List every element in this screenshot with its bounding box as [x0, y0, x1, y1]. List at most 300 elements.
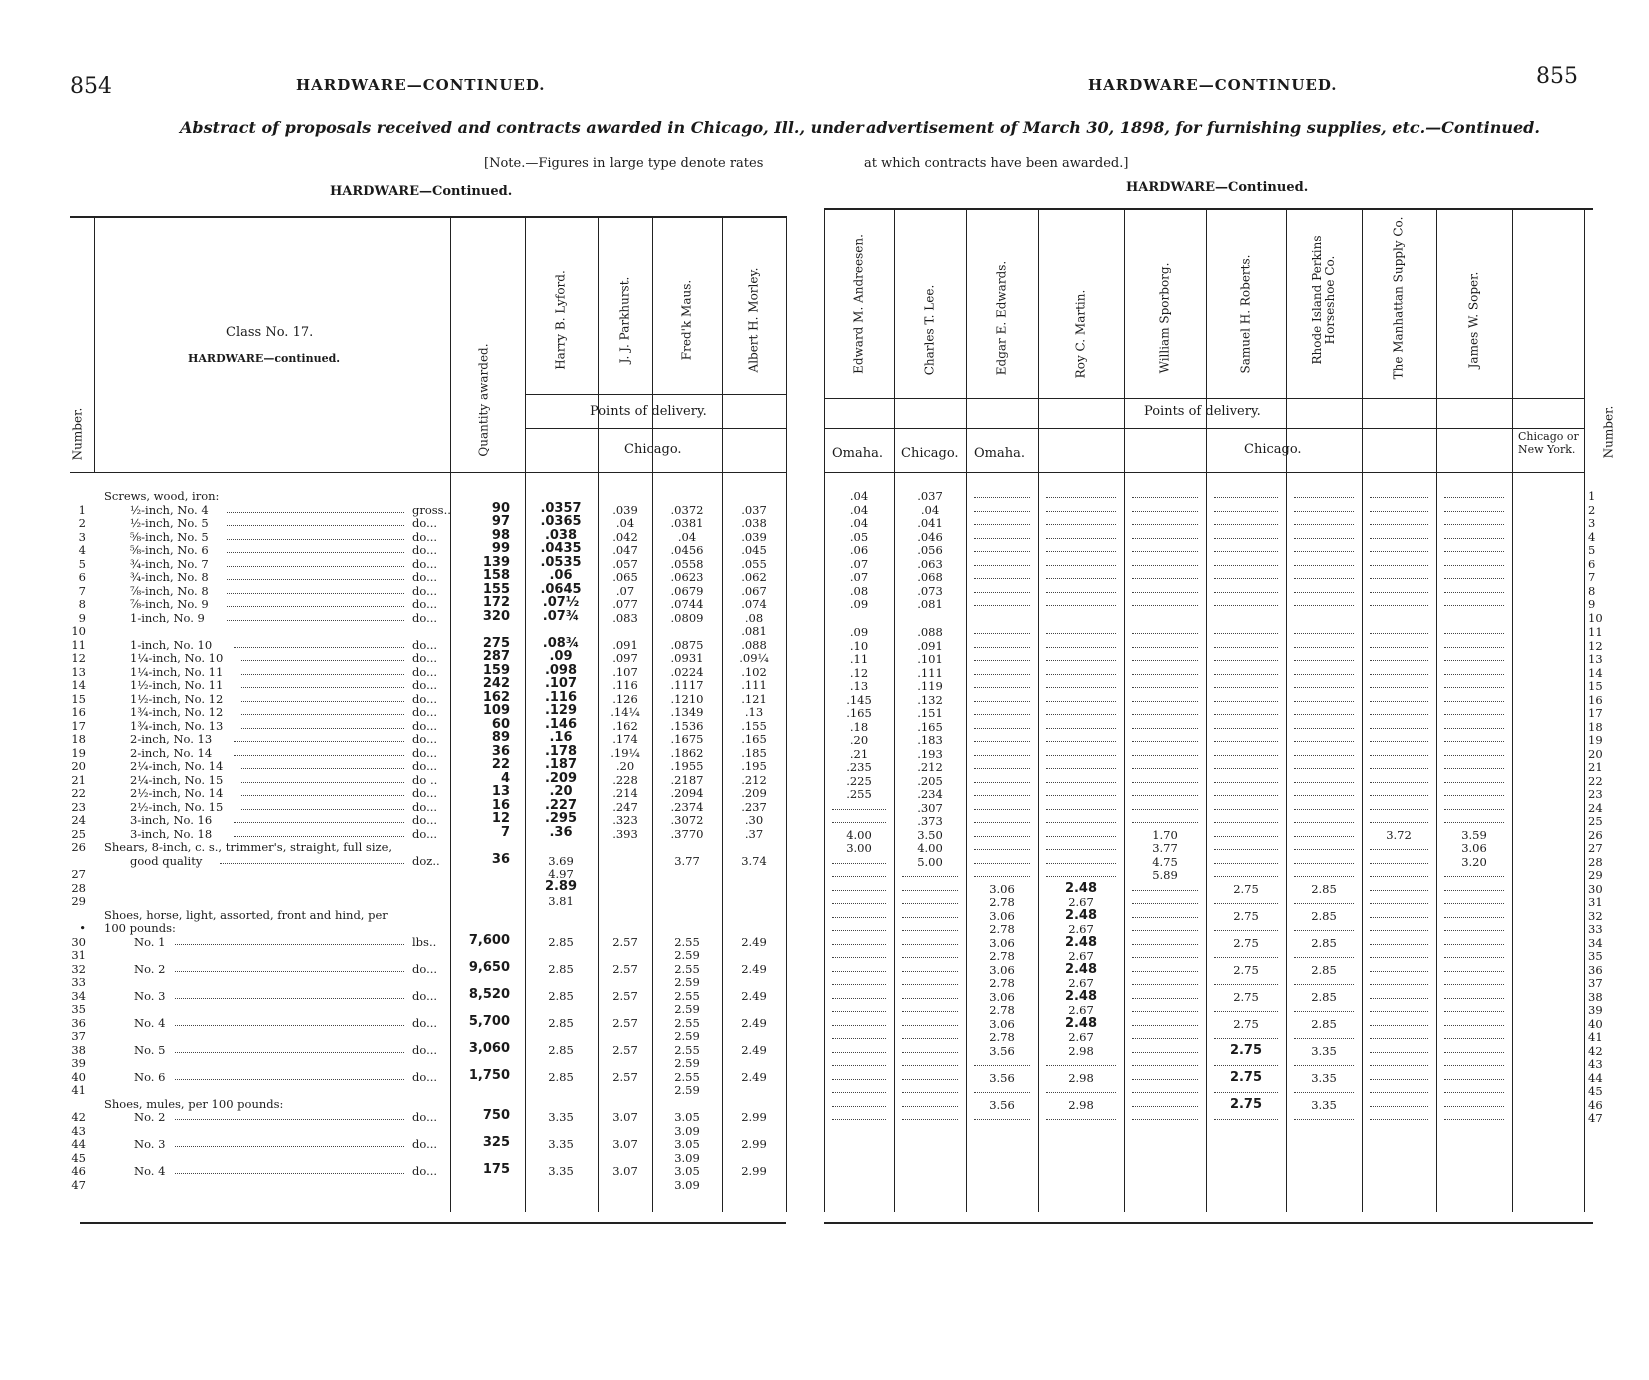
- dot-leader: [974, 649, 1030, 661]
- dot-leader: [1294, 771, 1354, 783]
- dot-leader: [1046, 486, 1116, 498]
- table-row: [0, 909, 824, 921]
- dot-leader: [1214, 567, 1278, 579]
- bid-value: .081: [741, 624, 767, 638]
- bid-value: .307: [917, 800, 943, 815]
- table-row: [0, 689, 824, 706]
- bid-value: .295: [544, 811, 578, 826]
- dot-leader: [1370, 513, 1428, 525]
- bid-value: 3.56: [989, 1043, 1015, 1058]
- row-number: 1: [78, 502, 86, 517]
- bid-value: .077: [612, 597, 638, 611]
- bid-value: .2374: [670, 799, 704, 814]
- dot-leader: [974, 865, 1030, 877]
- table-row: [0, 1135, 824, 1151]
- table-row: [0, 932, 824, 949]
- bid-value: .1536: [670, 718, 704, 733]
- bid-value: 2.78: [989, 1030, 1015, 1044]
- bid-value: .193: [917, 746, 943, 761]
- bid-value: .205: [917, 773, 943, 788]
- dot-leader: [1370, 554, 1428, 566]
- bid-value: 3.56: [989, 1070, 1015, 1085]
- bid-value: 2.85: [548, 1015, 574, 1030]
- bid-value: .393: [612, 826, 638, 841]
- table-row: [0, 527, 824, 544]
- quantity-awarded: 109: [482, 703, 510, 718]
- unit-label: do...: [412, 529, 438, 544]
- dot-leader: [175, 987, 404, 999]
- unit-label: do...: [412, 1015, 438, 1030]
- bid-value: 2.67: [1068, 895, 1094, 909]
- table-row: [0, 851, 824, 868]
- bid-value: .0645: [540, 581, 582, 597]
- dot-leader: [1370, 771, 1428, 783]
- row-number: 28: [71, 880, 86, 895]
- unit-label: do...: [412, 1137, 438, 1151]
- bid-value: .067: [741, 583, 767, 598]
- bid-value: .056: [917, 543, 943, 557]
- number-column-header: Number.: [70, 407, 85, 461]
- dot-leader: [220, 852, 404, 864]
- dot-leader: [1294, 567, 1354, 579]
- bid-value: .3072: [670, 813, 704, 827]
- dot-leader: [1046, 744, 1116, 756]
- bid-value: 2.59: [674, 1083, 700, 1097]
- dot-leader: [1214, 1054, 1278, 1066]
- table-row: [0, 490, 824, 502]
- unit-label: do...: [412, 610, 438, 625]
- item-description: No. 4: [134, 1015, 166, 1030]
- dot-leader: [1294, 690, 1354, 702]
- dot-leader: [1132, 1014, 1198, 1026]
- bid-value: .225: [846, 773, 872, 788]
- item-description: ½-inch, No. 4: [130, 502, 209, 517]
- item-description: 1¾-inch, No. 12: [130, 705, 224, 719]
- row-number: 23: [71, 799, 86, 814]
- bid-value: .091: [612, 637, 638, 652]
- unit-label: doz..: [412, 853, 440, 868]
- bid-value: .062: [741, 570, 767, 584]
- dot-leader: [1214, 581, 1278, 593]
- quantity-awarded: 155: [482, 581, 510, 597]
- bid-value: 4.97: [548, 867, 574, 881]
- bidder-header: James W. Soper.: [1466, 271, 1481, 369]
- dot-leader: [902, 1054, 958, 1066]
- bid-value: 2.55: [674, 961, 700, 976]
- dot-leader: [974, 852, 1030, 864]
- dot-leader: [1132, 527, 1198, 539]
- bid-value: 3.09: [674, 1177, 700, 1192]
- dot-leader: [832, 1068, 886, 1080]
- row-number: 12: [1588, 638, 1603, 653]
- dot-leader: [1046, 690, 1116, 702]
- dot-leader: [1214, 1027, 1278, 1039]
- row-number: 9: [1588, 597, 1596, 611]
- table-row: [0, 976, 824, 988]
- dot-leader: [974, 703, 1030, 715]
- unit-label: do...: [412, 799, 438, 814]
- dot-leader: [902, 987, 958, 999]
- delivery-chicago-label: Chicago.: [624, 442, 682, 457]
- bid-value: 2.98: [1068, 1043, 1094, 1058]
- row-number: 33: [71, 975, 86, 989]
- dot-leader: [1046, 1108, 1116, 1120]
- dot-leader: [1132, 1041, 1198, 1053]
- row-number: 47: [1588, 1111, 1603, 1125]
- dot-leader: [1046, 811, 1116, 823]
- bid-value: 3.69: [548, 853, 574, 868]
- dot-leader: [1214, 1108, 1278, 1120]
- row-number: 40: [71, 1069, 86, 1084]
- dot-leader: [974, 730, 1030, 742]
- dot-leader: [1046, 1081, 1116, 1093]
- bid-value: .037: [917, 489, 943, 503]
- row-number: 7: [78, 583, 86, 598]
- row-number: 13: [1588, 652, 1603, 666]
- bid-value: 2.78: [989, 895, 1015, 909]
- bid-value: 2.85: [548, 934, 574, 949]
- bid-value: 5.89: [1152, 868, 1178, 882]
- bid-value: .195: [741, 759, 767, 773]
- row-number: 22: [1588, 773, 1603, 788]
- dot-leader: [1132, 703, 1198, 715]
- bid-value: 3.35: [548, 1164, 574, 1178]
- note-caption: [Note.—Figures in large type denote rates: [484, 156, 764, 171]
- dot-leader: [1132, 771, 1198, 783]
- dot-leader: [1132, 960, 1198, 972]
- bid-value: 2.59: [674, 1056, 700, 1070]
- row-number: 15: [71, 691, 86, 706]
- row-number: 37: [1588, 976, 1603, 990]
- dot-leader: [974, 811, 1030, 823]
- dot-leader: [1214, 527, 1278, 539]
- item-description: ½-inch, No. 5: [130, 516, 209, 530]
- dot-leader: [1444, 865, 1504, 877]
- bid-value: 2.55: [674, 1042, 700, 1057]
- row-number: 37: [71, 1029, 86, 1043]
- dot-leader: [1370, 1068, 1428, 1080]
- unit-label: do...: [412, 813, 438, 827]
- quantity-awarded: 99: [491, 541, 510, 556]
- dot-leader: [1132, 554, 1198, 566]
- row-number: 35: [1588, 949, 1603, 963]
- bidder-header: Fred'k Maus.: [679, 279, 694, 361]
- bid-value: 2.75: [1233, 881, 1259, 896]
- bid-value: .116: [612, 678, 638, 692]
- dot-leader: [241, 703, 404, 715]
- table-row: [0, 1108, 824, 1124]
- item-description: No. 1: [134, 934, 166, 949]
- quantity-awarded: 4: [500, 770, 510, 786]
- bid-value: .1955: [670, 759, 704, 773]
- dot-leader: [1444, 690, 1504, 702]
- dot-leader: [1444, 663, 1504, 675]
- dot-leader: [1294, 527, 1354, 539]
- item-description: No. 2: [134, 1110, 166, 1124]
- bid-value: 3.77: [1152, 841, 1178, 855]
- bid-value: 2.75: [1233, 1016, 1259, 1031]
- bid-value: .09¼: [739, 651, 769, 665]
- dot-leader: [1132, 1081, 1198, 1093]
- bid-value: .1117: [670, 678, 704, 692]
- item-description: 100 pounds:: [104, 921, 176, 935]
- row-number: 32: [1588, 908, 1603, 923]
- dot-leader: [902, 1108, 958, 1120]
- row-number: 36: [1588, 962, 1603, 977]
- dot-leader: [1132, 798, 1198, 810]
- bid-value: .04: [849, 489, 869, 503]
- dot-leader: [1132, 663, 1198, 675]
- bid-value: .2094: [670, 786, 704, 800]
- dot-leader: [241, 771, 404, 783]
- dot-leader: [1132, 1027, 1198, 1039]
- quantity-awarded: 1,750: [468, 1067, 510, 1083]
- bid-value: 3.06: [1461, 841, 1487, 855]
- dot-leader: [1444, 1054, 1504, 1066]
- row-number: 15: [1588, 679, 1603, 693]
- dot-leader: [1214, 825, 1278, 837]
- bid-value: .151: [917, 706, 943, 720]
- dot-leader: [1294, 717, 1354, 729]
- bid-value: .0809: [670, 610, 704, 625]
- dot-leader: [1370, 486, 1428, 498]
- class-subtitle: HARDWARE—continued.: [188, 352, 341, 365]
- dot-leader: [1370, 540, 1428, 552]
- dot-leader: [1214, 1081, 1278, 1093]
- dot-leader: [974, 757, 1030, 769]
- row-number: 27: [71, 867, 86, 881]
- dot-leader: [1132, 500, 1198, 512]
- bid-value: .0435: [540, 541, 582, 556]
- row-number: 30: [71, 934, 86, 949]
- dot-leader: [241, 798, 404, 810]
- quantity-awarded: 750: [482, 1108, 510, 1123]
- bid-value: 3.00: [846, 841, 872, 855]
- quantity-awarded: 16: [491, 797, 510, 813]
- page-number: 855: [1536, 64, 1578, 89]
- dot-leader: [227, 595, 404, 607]
- row-number: 7: [1588, 570, 1596, 584]
- delivery-omaha-label: Omaha.: [974, 446, 1025, 461]
- bid-value: .187: [544, 757, 578, 772]
- quantity-awarded: 325: [482, 1135, 510, 1150]
- dot-leader: [974, 1054, 1030, 1066]
- bid-value: .083: [612, 610, 638, 625]
- bid-value: 3.35: [1311, 1043, 1337, 1058]
- row-number: 44: [71, 1137, 86, 1151]
- bid-value: 2.85: [1311, 1016, 1337, 1031]
- dot-leader: [1132, 676, 1198, 688]
- bid-value: 2.85: [548, 1069, 574, 1084]
- bid-value: .129: [544, 703, 578, 718]
- dot-leader: [902, 906, 958, 918]
- unit-label: do...: [412, 961, 438, 976]
- bid-value: .04: [615, 516, 635, 530]
- row-number: 41: [1588, 1030, 1603, 1044]
- row-number: 28: [1588, 854, 1603, 869]
- item-description: ⅝-inch, No. 5: [130, 529, 209, 544]
- bid-value: 3.05: [674, 1137, 700, 1151]
- bid-value: 3.07: [612, 1137, 638, 1151]
- dot-leader: [832, 1027, 886, 1039]
- item-description: No. 5: [134, 1042, 166, 1057]
- bid-value: .07: [849, 570, 869, 584]
- table-row: [0, 841, 824, 853]
- dot-leader: [1444, 554, 1504, 566]
- bid-value: .07¾: [542, 608, 580, 624]
- row-number: 35: [71, 1002, 86, 1016]
- dot-leader: [1214, 798, 1278, 810]
- quantity-awarded: 159: [482, 662, 510, 678]
- dot-leader: [227, 568, 404, 580]
- dot-leader: [974, 513, 1030, 525]
- quantity-awarded: 7,600: [468, 932, 510, 948]
- bid-value: .081: [917, 597, 943, 611]
- item-description: 1¾-inch, No. 13: [130, 718, 224, 733]
- dot-leader: [902, 1068, 958, 1080]
- bid-value: 2.59: [674, 1002, 700, 1016]
- row-number: 43: [71, 1123, 86, 1138]
- unit-label: do...: [412, 988, 438, 1003]
- dot-leader: [974, 636, 1030, 648]
- points-of-delivery-label: Points of delivery.: [1144, 404, 1261, 419]
- bid-value: 2.75: [1233, 962, 1259, 977]
- row-number: 11: [1588, 625, 1603, 639]
- table-row: [824, 1112, 1649, 1124]
- row-number: 46: [71, 1164, 86, 1178]
- dot-leader: [1214, 730, 1278, 742]
- dot-leader: [1370, 798, 1428, 810]
- table-row: [0, 1013, 824, 1030]
- dot-leader: [227, 501, 404, 513]
- bid-value: .10: [849, 638, 869, 653]
- bidder-header: Samuel H. Roberts.: [1238, 254, 1253, 374]
- dot-leader: [234, 730, 404, 742]
- bid-value: .091: [917, 638, 943, 653]
- table-row: [824, 598, 1649, 610]
- bid-value: .13: [744, 705, 764, 719]
- dot-leader: [1444, 946, 1504, 958]
- item-description: No. 6: [134, 1069, 166, 1084]
- dot-leader: [1370, 892, 1428, 904]
- row-number: 19: [1588, 733, 1603, 747]
- dot-leader: [1132, 649, 1198, 661]
- row-number: 34: [1588, 935, 1603, 950]
- row-number: 18: [1588, 719, 1603, 734]
- bid-value: 2.55: [674, 988, 700, 1003]
- bid-value: 2.89: [544, 878, 578, 894]
- dot-leader: [241, 649, 404, 661]
- row-number: 4: [1588, 529, 1596, 544]
- bid-value: 4.75: [1152, 854, 1178, 869]
- dot-leader: [1444, 581, 1504, 593]
- bid-value: .165: [741, 732, 767, 746]
- dot-leader: [1046, 717, 1116, 729]
- row-number: 25: [1588, 814, 1603, 828]
- table-row: [0, 500, 824, 517]
- item-description: 1¼-inch, No. 10: [130, 651, 224, 665]
- item-description: 2½-inch, No. 14: [130, 786, 224, 800]
- abstract-caption: advertisement of March 30, 1898, for furnishing supplies, etc.—Continued.: [866, 118, 1540, 137]
- table-row: [0, 568, 824, 584]
- bid-value: 2.67: [1068, 1003, 1094, 1017]
- bid-value: .0931: [670, 651, 704, 665]
- bid-value: 2.67: [1068, 949, 1094, 963]
- bid-value: .107: [544, 676, 578, 691]
- note-caption: at which contracts have been awarded.]: [864, 156, 1129, 171]
- dot-leader: [1294, 703, 1354, 715]
- bid-value: 3.07: [612, 1164, 638, 1178]
- table-row: [0, 895, 824, 907]
- row-number: 27: [1588, 841, 1603, 855]
- dot-leader: [1132, 622, 1198, 634]
- dot-leader: [1046, 784, 1116, 796]
- dot-leader: [1046, 581, 1116, 593]
- bid-value: .098: [544, 662, 578, 678]
- item-description: 2-inch, No. 13: [130, 732, 213, 746]
- bid-value: 2.78: [989, 976, 1015, 990]
- dot-leader: [1370, 1054, 1428, 1066]
- bid-value: 3.35: [1311, 1097, 1337, 1112]
- unit-label: do...: [412, 678, 438, 692]
- table-row: [0, 703, 824, 719]
- bid-value: .0679: [670, 583, 704, 598]
- row-number: 3: [1588, 516, 1596, 530]
- table-row: [0, 824, 824, 841]
- bid-value: .102: [741, 664, 767, 679]
- bid-value: 2.59: [674, 948, 700, 962]
- dot-leader: [974, 771, 1030, 783]
- dot-leader: [974, 744, 1030, 756]
- row-number: 30: [1588, 881, 1603, 896]
- dot-leader: [1444, 784, 1504, 796]
- dot-leader: [1132, 540, 1198, 552]
- dot-leader: [902, 865, 958, 877]
- dot-leader: [1046, 798, 1116, 810]
- row-number: 47: [71, 1177, 86, 1192]
- dot-leader: [1132, 1000, 1198, 1012]
- bid-value: .04: [849, 502, 869, 517]
- dot-leader: [1214, 663, 1278, 675]
- table-row: [0, 922, 824, 934]
- unit-label: do...: [412, 786, 438, 800]
- bid-value: .063: [917, 556, 943, 571]
- bid-value: .145: [846, 692, 872, 707]
- bid-value: 2.78: [989, 949, 1015, 963]
- dot-leader: [832, 987, 886, 999]
- dot-leader: [832, 1081, 886, 1093]
- unit-label: do...: [412, 1069, 438, 1084]
- item-description: No. 3: [134, 988, 166, 1003]
- bid-value: 2.49: [741, 1069, 767, 1084]
- right-page: [824, 0, 1649, 1380]
- dot-leader: [1370, 717, 1428, 729]
- dot-leader: [241, 717, 404, 729]
- row-number: 6: [1588, 556, 1596, 571]
- bid-value: .088: [741, 637, 767, 652]
- table-row: [0, 541, 824, 557]
- dot-leader: [902, 1027, 958, 1039]
- dot-leader: [227, 609, 404, 621]
- item-description: ⅝-inch, No. 6: [130, 543, 209, 557]
- dot-leader: [1294, 811, 1354, 823]
- dot-leader: [974, 500, 1030, 512]
- bid-value: .214: [612, 786, 638, 800]
- dot-leader: [175, 960, 404, 972]
- row-number: •: [79, 921, 86, 935]
- dot-leader: [1046, 730, 1116, 742]
- table-row: [0, 784, 824, 800]
